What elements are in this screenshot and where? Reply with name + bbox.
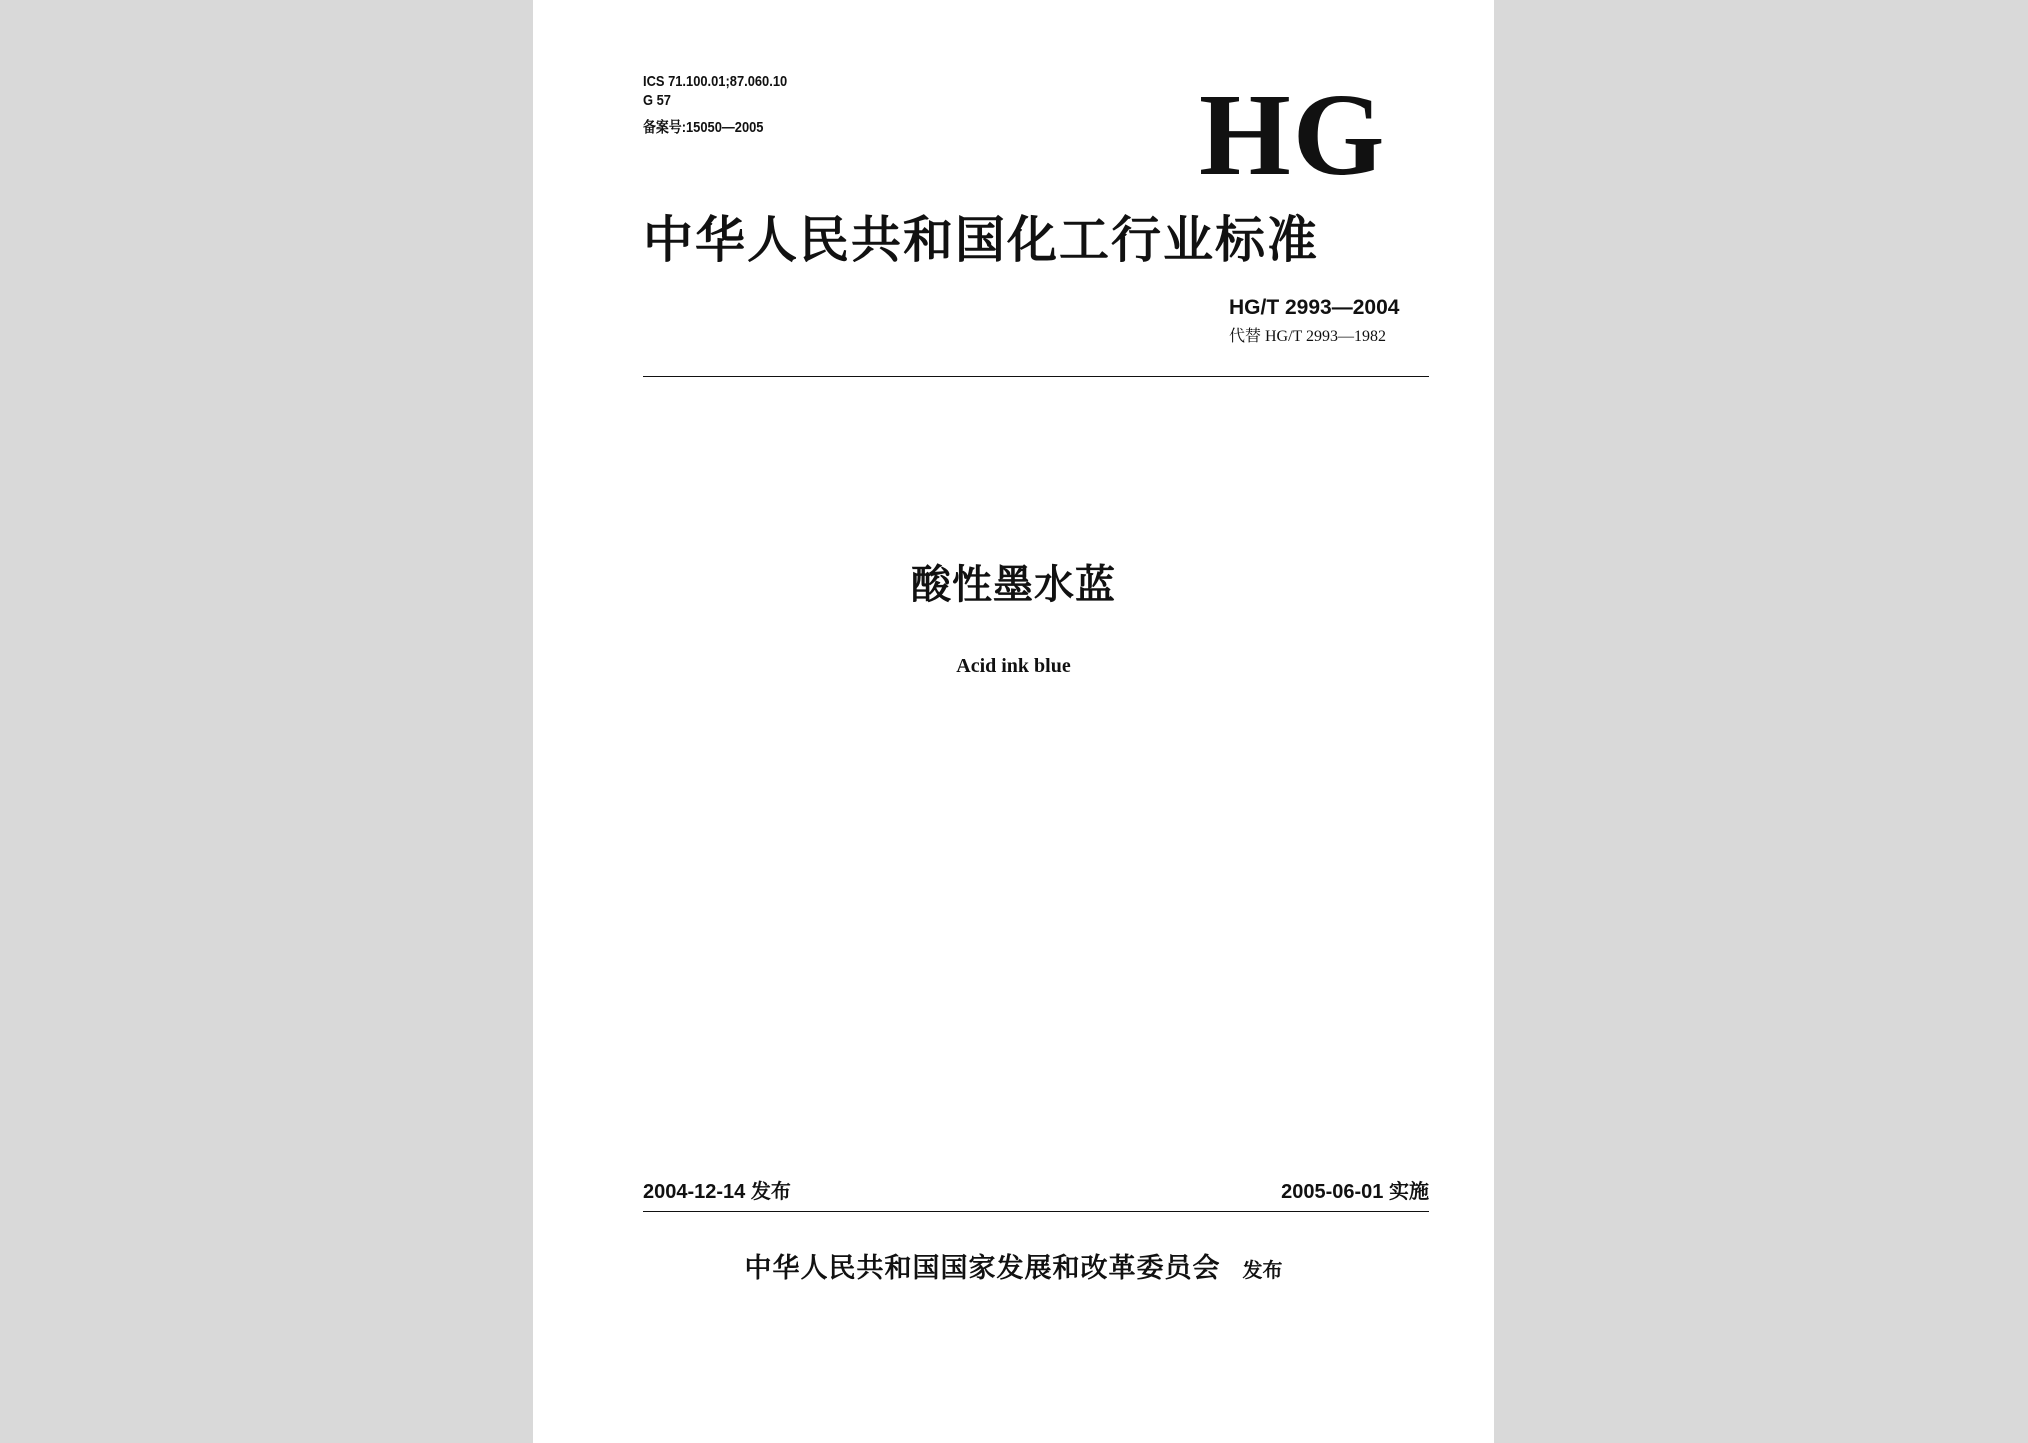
ics-code: ICS 71.100.01;87.060.10 bbox=[643, 73, 788, 90]
hg-logo: HG bbox=[1199, 69, 1387, 200]
record-number: 备案号:15050—2005 bbox=[643, 119, 764, 136]
footer-divider bbox=[643, 1211, 1429, 1212]
document-title-english: Acid ink blue bbox=[956, 655, 1071, 677]
ccs-code: G 57 bbox=[643, 92, 671, 109]
issue-date: 2004-12-14 发布 bbox=[643, 1181, 791, 1203]
implementation-date: 2005-06-01 实施 bbox=[1281, 1181, 1429, 1203]
standard-code: HG/T 2993—2004 bbox=[1229, 296, 1400, 319]
header-divider bbox=[643, 376, 1429, 377]
document-title-chinese: 酸性墨水蓝 bbox=[911, 562, 1116, 608]
standard-category-title: 中华人民共和国化工行业标准 bbox=[643, 211, 1319, 269]
standard-cover-page bbox=[533, 0, 1494, 1443]
publisher-action: 发布 bbox=[1242, 1258, 1283, 1282]
publisher-line bbox=[533, 1249, 1494, 1290]
replaced-standard: 代替 HG/T 2993—1982 bbox=[1229, 328, 1387, 345]
publisher-name: 中华人民共和国国家发展和改革委员会 bbox=[744, 1253, 1221, 1284]
